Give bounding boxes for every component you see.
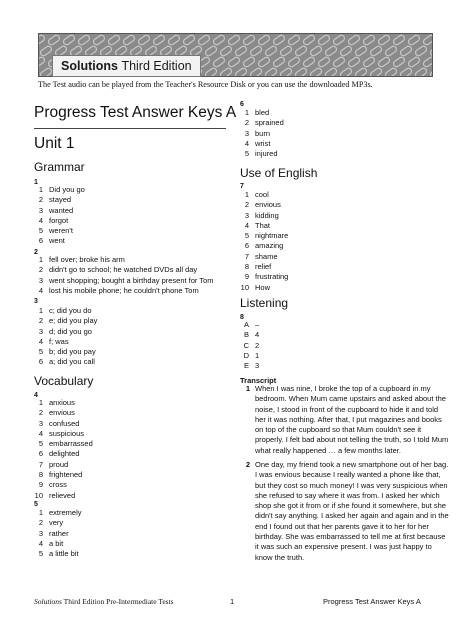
banner-pill <box>152 34 165 46</box>
answer-row <box>28 286 214 296</box>
answer-row <box>234 118 284 128</box>
banner-pill <box>302 56 315 68</box>
banner-pill <box>422 56 432 68</box>
answer-text: suspicious <box>49 428 85 438</box>
answer-number: 3 <box>38 205 43 215</box>
banner-pill <box>39 45 52 57</box>
question-number: 1 <box>34 179 38 186</box>
answer-row <box>28 327 97 337</box>
banner-pill <box>377 56 390 68</box>
answer-number: 9 <box>38 480 43 490</box>
banner-pill <box>347 56 360 68</box>
banner-pill <box>309 67 322 76</box>
banner-pill <box>287 56 300 68</box>
answer-text: How <box>255 282 271 292</box>
answer-list <box>28 508 82 559</box>
answer-row <box>28 470 93 480</box>
answer-text: 1 <box>255 350 260 360</box>
answer-row <box>28 480 93 490</box>
banner-pill <box>219 67 232 76</box>
answer-number: 8 <box>244 262 249 272</box>
answer-number: 2 <box>38 265 43 275</box>
answer-number: 3 <box>38 528 43 538</box>
answer-text: Did you go <box>49 185 85 194</box>
banner-pill <box>272 34 285 46</box>
banner-pill <box>354 45 367 57</box>
answer-list <box>28 185 85 247</box>
answer-number: 3 <box>38 275 43 285</box>
question-number: 6 <box>240 101 244 108</box>
banner-pill <box>212 56 225 68</box>
banner-pill <box>407 34 420 46</box>
answer-row <box>28 195 85 205</box>
answer-row <box>28 460 93 470</box>
answer-number: 2 <box>244 200 249 210</box>
answer-row <box>28 216 85 226</box>
page-title: Progress Test Answer Keys A <box>34 104 237 121</box>
answer-number: 3 <box>244 210 249 220</box>
section-grammar: Grammar <box>34 160 85 174</box>
banner-pill <box>339 45 352 57</box>
answer-number: 2 <box>38 408 43 418</box>
answer-text: burn <box>255 128 271 138</box>
answer-row <box>28 206 85 216</box>
question-number: 7 <box>240 183 244 190</box>
banner-pill <box>227 34 240 46</box>
banner-pill <box>429 45 432 57</box>
answer-row <box>28 419 93 429</box>
banner-pill <box>317 34 330 46</box>
answer-number: 4 <box>244 220 249 230</box>
transcript-number: 1 <box>245 384 250 393</box>
section-use-of-english: Use of English <box>240 166 318 180</box>
answer-row <box>28 408 93 418</box>
section-listening: Listening <box>240 296 289 310</box>
answer-text: a; did you call <box>49 357 95 367</box>
banner-pill <box>429 67 432 76</box>
question-number: 3 <box>34 298 38 305</box>
answer-text: 3 <box>255 361 260 371</box>
question-number: 4 <box>34 392 38 399</box>
answer-text: envious <box>255 200 281 210</box>
page-number: 1 <box>230 597 235 606</box>
answer-row <box>234 190 288 200</box>
answer-list <box>234 320 259 371</box>
brand-edition: Third Edition <box>121 59 192 73</box>
transcript-number: 2 <box>245 460 250 469</box>
banner-pill <box>347 34 360 46</box>
answer-number: 2 <box>244 118 249 128</box>
transcript-paragraph <box>238 460 453 580</box>
banner-pill <box>377 34 390 46</box>
answer-text: anxious <box>49 398 75 407</box>
answer-text: didn't go to school; he watched DVDs all day <box>49 265 198 275</box>
answer-row <box>234 283 288 293</box>
answer-number: C <box>243 340 249 350</box>
answer-text: sprained <box>255 118 284 128</box>
answer-number: 4 <box>38 285 43 295</box>
answer-row <box>28 226 85 236</box>
banner-pill <box>279 45 292 57</box>
answer-text: went <box>49 236 65 246</box>
answer-row <box>28 429 93 439</box>
banner-pill <box>249 45 262 57</box>
answer-number: 4 <box>38 215 43 225</box>
answer-list <box>28 398 93 501</box>
banner-pill <box>47 34 60 46</box>
answer-text: c; did you do <box>49 306 92 315</box>
answer-number: 9 <box>244 272 249 282</box>
banner-pill <box>234 45 247 57</box>
footer-title: Progress Test Answer Keys A <box>323 597 421 606</box>
answer-text: very <box>49 518 64 528</box>
answer-number: 4 <box>38 538 43 548</box>
banner-pill <box>264 67 277 76</box>
banner-pill <box>392 56 405 68</box>
answer-row <box>28 306 97 316</box>
answer-number: 1 <box>38 508 43 517</box>
banner-pill <box>369 45 382 57</box>
banner-pill <box>324 45 337 57</box>
answer-text: relieved <box>49 490 76 500</box>
transcript-label: Transcript <box>240 376 277 385</box>
answer-text: relief <box>255 262 272 272</box>
answer-row <box>234 252 288 262</box>
answer-text: lost his mobile phone; he couldn't phone Tom <box>49 285 199 295</box>
answer-text: confused <box>49 418 80 428</box>
answer-number: 5 <box>38 549 43 559</box>
answer-row <box>234 241 288 251</box>
answer-row <box>234 139 284 149</box>
banner-pill <box>257 56 270 68</box>
answer-number: 3 <box>244 128 249 138</box>
answer-text: amazing <box>255 241 284 251</box>
banner-pill <box>384 45 397 57</box>
answer-text: cross <box>49 480 67 490</box>
answer-text: nightmare <box>255 231 289 241</box>
answer-row <box>28 449 93 459</box>
banner-pill <box>272 56 285 68</box>
banner-pill <box>332 34 345 46</box>
answer-number: 5 <box>38 347 43 357</box>
banner-pill <box>362 34 375 46</box>
answer-number: 3 <box>38 418 43 428</box>
banner-pill <box>257 34 270 46</box>
answer-number: 6 <box>38 357 43 367</box>
answer-text: delighted <box>49 449 80 459</box>
answer-number: E <box>243 361 249 371</box>
banner-pill <box>264 45 277 57</box>
banner-pill <box>294 45 307 57</box>
answer-number: 1 <box>38 398 43 407</box>
answer-row <box>28 549 82 559</box>
answer-number: 6 <box>244 241 249 251</box>
answer-row <box>234 211 288 221</box>
banner-pill <box>279 67 292 76</box>
banner-pill <box>92 34 105 46</box>
answer-text: embarrassed <box>49 439 93 449</box>
banner-pill <box>249 67 262 76</box>
answer-number: 7 <box>244 251 249 261</box>
answer-number: A <box>243 320 249 329</box>
answer-number: 2 <box>38 518 43 528</box>
answer-text: b; did you pay <box>49 347 96 357</box>
answer-text: d; did you go <box>49 326 92 336</box>
answer-text: a little bit <box>49 549 79 559</box>
banner-pill <box>354 67 367 76</box>
answer-row <box>234 231 288 241</box>
answer-number: 5 <box>38 226 43 236</box>
banner-pill <box>362 56 375 68</box>
answer-text: cool <box>255 190 269 199</box>
banner-pill <box>204 67 217 76</box>
answer-number: 5 <box>38 439 43 449</box>
answer-row <box>28 529 82 539</box>
banner-pill <box>219 45 232 57</box>
answer-text: 4 <box>255 330 260 340</box>
answer-text: proud <box>49 459 69 469</box>
answer-row <box>234 108 284 118</box>
answer-text: injured <box>255 149 278 159</box>
banner-pill <box>39 34 46 46</box>
answer-number: 2 <box>38 195 43 205</box>
answer-row <box>28 439 93 449</box>
answer-number: 2 <box>38 316 43 326</box>
answer-row <box>234 320 259 330</box>
brand-logo <box>52 55 201 77</box>
answer-row <box>28 276 214 286</box>
answer-row <box>28 255 214 265</box>
question-number: 2 <box>34 249 38 256</box>
answer-number: B <box>243 330 249 340</box>
answer-text: shame <box>255 251 278 261</box>
banner-pill <box>339 67 352 76</box>
answer-number: 6 <box>38 236 43 246</box>
answer-row <box>234 149 284 159</box>
banner-pill <box>332 56 345 68</box>
answer-text: frustrating <box>255 272 289 282</box>
answer-number: 5 <box>244 231 249 241</box>
banner-pill <box>137 34 150 46</box>
answer-number: 4 <box>244 138 249 148</box>
answer-text: rather <box>49 528 69 538</box>
answer-list <box>28 255 214 296</box>
answer-row <box>234 129 284 139</box>
footer-series <box>34 597 174 606</box>
answer-row <box>28 347 97 357</box>
answer-number: D <box>243 350 249 360</box>
answer-number: 7 <box>38 459 43 469</box>
answer-text: kidding <box>255 210 279 220</box>
answer-row <box>234 221 288 231</box>
answer-number: 1 <box>244 190 249 199</box>
answer-number: 8 <box>38 470 43 480</box>
answer-number: 5 <box>244 149 249 159</box>
banner-pill <box>399 67 412 76</box>
answer-text: envious <box>49 408 75 418</box>
title-divider <box>34 128 226 129</box>
answer-row <box>28 265 214 275</box>
answer-list <box>234 190 288 293</box>
answer-number: 1 <box>244 108 249 117</box>
answer-row <box>28 236 85 246</box>
banner-pill <box>62 34 75 46</box>
banner-pill <box>422 34 432 46</box>
banner-pill <box>317 56 330 68</box>
answer-text: e; did you play <box>49 316 98 326</box>
answer-number: 4 <box>38 428 43 438</box>
answer-number: 10 <box>34 490 43 500</box>
banner-pill <box>182 34 195 46</box>
answer-text: wrist <box>255 138 271 148</box>
answer-text: stayed <box>49 195 72 205</box>
banner-pill <box>197 34 210 46</box>
banner-pill <box>309 45 322 57</box>
answer-row <box>28 491 93 501</box>
banner-pill <box>77 34 90 46</box>
answer-text: forgot <box>49 215 69 225</box>
banner-pill <box>324 67 337 76</box>
banner-pill <box>242 34 255 46</box>
answer-number: 1 <box>38 255 43 264</box>
footer-series-rest: Third Edition Pre-Intermediate Tests <box>63 597 174 606</box>
banner-pill <box>167 34 180 46</box>
answer-row <box>28 185 85 195</box>
banner-pill <box>407 56 420 68</box>
answer-row <box>234 330 259 340</box>
banner-pill <box>204 45 217 57</box>
banner-pill <box>234 67 247 76</box>
question-number: 5 <box>34 501 38 508</box>
answer-text: weren't <box>49 226 73 236</box>
answer-number: 1 <box>38 185 43 194</box>
answer-row <box>234 262 288 272</box>
answer-text: went shopping; bought a birthday present for Tom <box>49 275 214 285</box>
answer-text: 2 <box>255 340 260 350</box>
banner-pill <box>369 67 382 76</box>
answer-row <box>28 508 82 518</box>
banner-pill <box>39 67 52 76</box>
banner-pill <box>302 34 315 46</box>
banner-pill <box>392 34 405 46</box>
answer-row <box>28 316 97 326</box>
answer-text: f; was <box>49 336 69 346</box>
answer-row <box>234 351 259 361</box>
answer-row <box>28 357 97 367</box>
answer-text: bled <box>255 108 270 117</box>
answer-row <box>234 341 259 351</box>
answer-row <box>28 518 82 528</box>
banner-pill <box>39 56 46 68</box>
banner-pill <box>287 34 300 46</box>
answer-row <box>234 272 288 282</box>
header-note: The Test audio can be played from the Teacher's Resource Disk or you can use the downloaded MP3s. <box>38 80 373 89</box>
answer-text: fell over; broke his arm <box>49 255 125 264</box>
answer-text: – <box>255 320 260 329</box>
answer-text: That <box>255 220 271 230</box>
brand-name: Solutions <box>61 59 118 73</box>
answer-row <box>28 539 82 549</box>
transcript-text: When I was nine, I broke the top of a cupboard in my bedroom. When Mum came upstairs and asked about the noise, I stood in front of the cupboard to hide it and told her it was nothing. After that, I put magazines and books on top of the cupboard so that Mum couldn't see it properly. I felt bad about not telling the truth, so I told Mum what really happened … a few months later. <box>255 384 449 455</box>
answer-number: 6 <box>38 449 43 459</box>
answer-text: a bit <box>49 538 64 548</box>
banner-pill <box>414 45 427 57</box>
answer-row <box>28 337 97 347</box>
answer-text: extremely <box>49 508 82 517</box>
banner-pill <box>384 67 397 76</box>
transcript-text: One day, my friend took a new smartphone out of her bag. I was envious because I really wanted a phone like that, but they cost so much money! I was very suspicious when she refused to say where it was from. I asked her which shop she got it from or if she found it somewhere, but she didn't say anything. I asked her again and again and in the end I found out that her parents gave it to her for her birthday. She was embarrassed to tell me at first because it was such an expensive present. I was just happy to know the truth. <box>255 460 449 562</box>
answer-text: frightened <box>49 470 83 480</box>
answer-list <box>234 108 284 159</box>
banner-pill <box>399 45 412 57</box>
unit-title: Unit 1 <box>34 135 75 152</box>
banner-pill <box>122 34 135 46</box>
banner-pill <box>242 56 255 68</box>
answer-row <box>28 398 93 408</box>
answer-row <box>234 361 259 371</box>
answer-list <box>28 306 97 368</box>
banner-pill <box>227 56 240 68</box>
banner-pill <box>414 67 427 76</box>
answer-number: 1 <box>38 306 43 315</box>
banner-pill <box>294 67 307 76</box>
footer-series-name: Solutions <box>34 597 62 606</box>
answer-number: 3 <box>38 326 43 336</box>
answer-number: 4 <box>38 336 43 346</box>
answer-number: 10 <box>240 282 249 292</box>
banner-pill <box>107 34 120 46</box>
answer-row <box>234 200 288 210</box>
section-vocabulary: Vocabulary <box>34 374 94 388</box>
banner-pill <box>212 34 225 46</box>
answer-text: wanted <box>49 205 74 215</box>
question-number: 8 <box>240 314 244 321</box>
